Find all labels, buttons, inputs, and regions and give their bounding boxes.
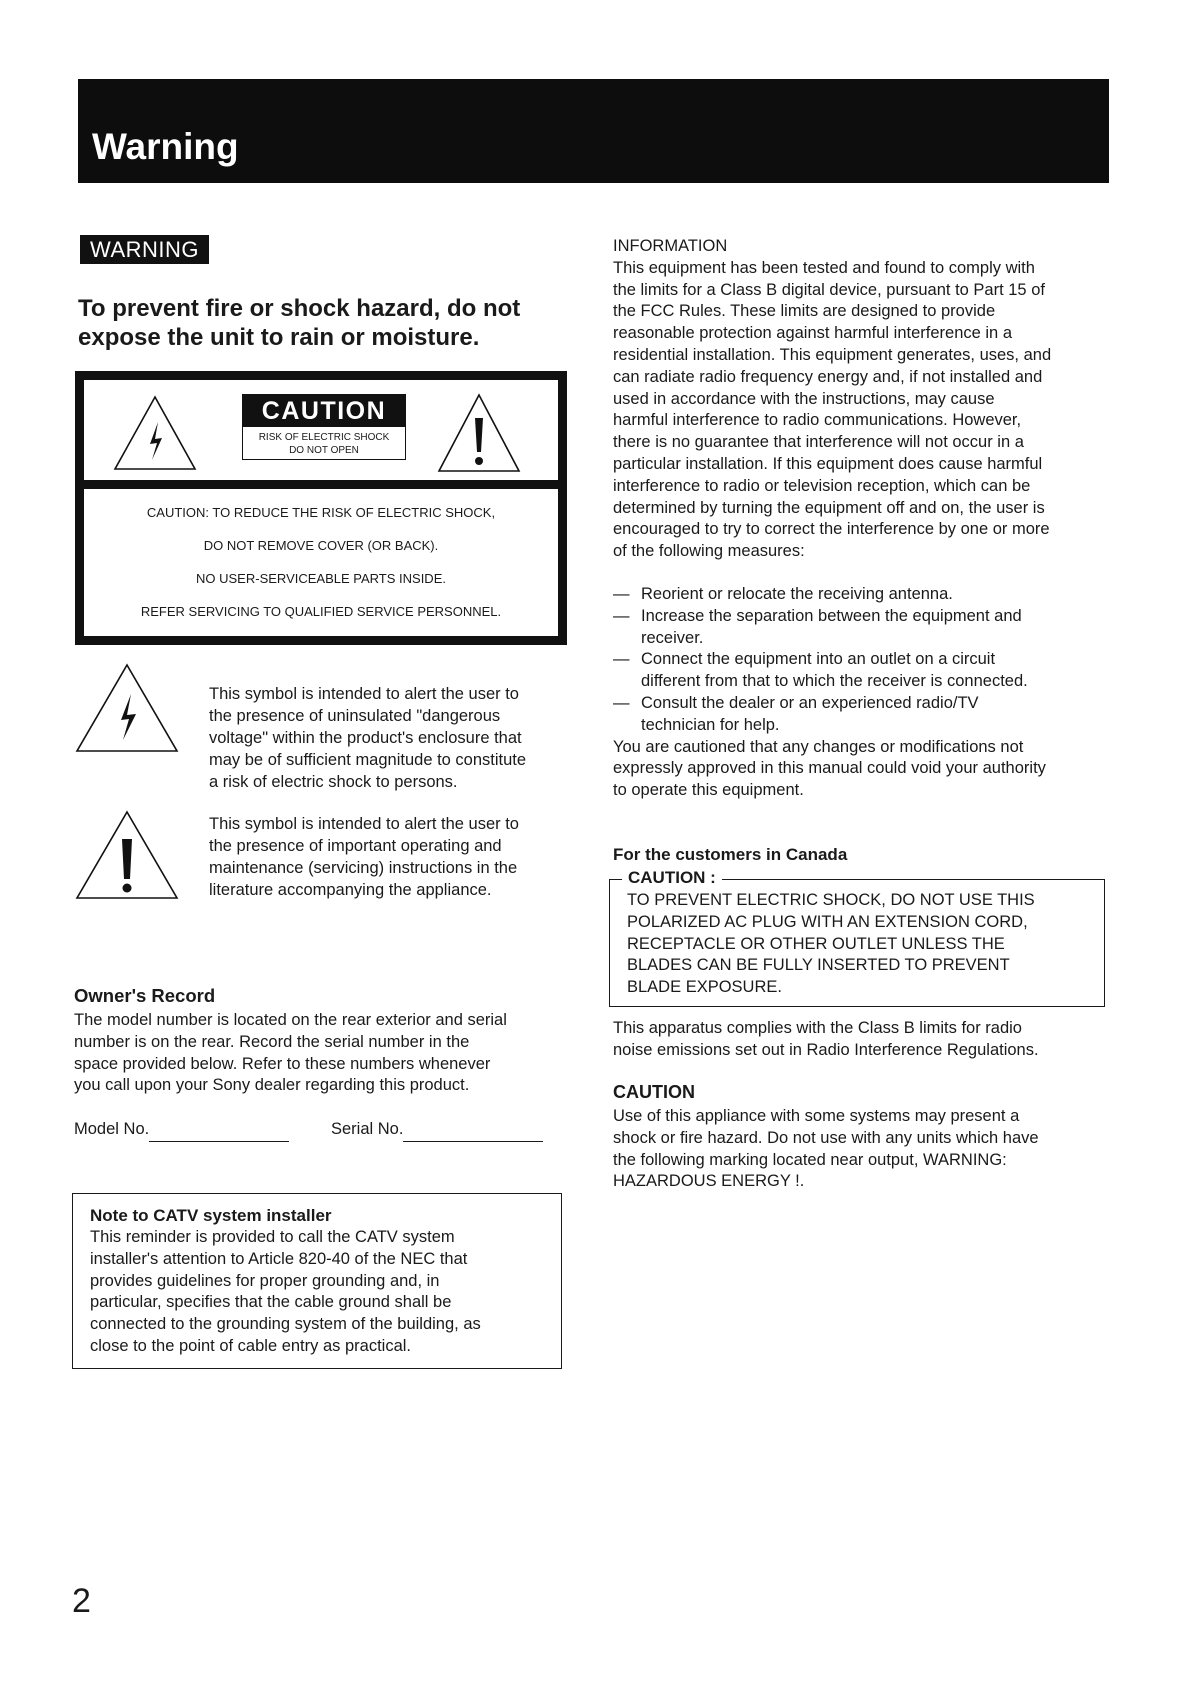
information-heading: INFORMATION bbox=[613, 237, 728, 255]
serial-number-line bbox=[403, 1119, 543, 1142]
owners-record-heading: Owner's Record bbox=[74, 985, 216, 1006]
canada-caution-box bbox=[609, 868, 1105, 1007]
caution-panel bbox=[75, 371, 567, 645]
lightning-warning-icon bbox=[74, 662, 180, 754]
fcc-information: INFORMATION This equipment has been tested and found to comply with the limits for a Class B digital device, pursuant to Part 15 of the FCC Rules. These limits are designed to provide reasonable protection against harmful interference in a residential installation. This equipment generates, uses, and can radiate radio frequency energy and, if not installed and used in accordance with the instructions, may cause harmful interference to radio communications. However, there is no guarantee that interference will not occur in a particular installation. If this equipment does cause harmful interference to radio or television reception, which can be determined by turning the equipment off and on, the user is encouraged to try to correct the interference by one or more of the following measures: bbox=[613, 236, 1113, 563]
measures-list: — Reorient or relocate the receiving antenna. — Increase the separation between the equipment and receiver. — Connect the equipment into an outlet on a circuit different from that to which the receiver is connected. — Consult the dealer or an experienced radio/TV technician for help. You are cautioned that any changes or modifications not expressly approved in this manual could void your authority to operate this equipment. bbox=[613, 584, 1113, 802]
owners-record-text: The model number is located on the rear exterior and serial number is on the rear. Record the serial number in the space provided below. Refer to these numbers whenever you call upon your Sony dealer regarding this product. bbox=[74, 1011, 507, 1095]
lightning-symbol-description: This symbol is intended to alert the user to the presence of uninsulated "dangerous voltage" within the product's enclosure that may be of sufficient magnitude to constitute a risk of electric shock to persons. bbox=[209, 685, 527, 791]
catv-heading: Note to CATV system installer bbox=[90, 1206, 332, 1225]
caution-text: CAUTION: TO REDUCE THE RISK OF ELECTRIC SHOCK, DO NOT REMOVE COVER (OR BACK). NO USER-SERVICEABLE PARTS INSIDE. REFER SERVICING TO QUALIFIED SERVICE PERSONNEL. bbox=[140, 505, 502, 619]
canada-caution-label: CAUTION : bbox=[622, 868, 722, 888]
caution-panel-top bbox=[84, 380, 558, 480]
lightning-warning-icon bbox=[112, 394, 198, 472]
model-number-line bbox=[149, 1119, 289, 1142]
header-banner bbox=[78, 79, 1109, 183]
canada-heading: For the customers in Canada bbox=[613, 845, 848, 864]
page-title: Warning bbox=[92, 126, 239, 167]
model-number-field: Model No. bbox=[74, 1119, 289, 1142]
list-item: — Consult the dealer or an experienced radio/TV technician for help. bbox=[613, 693, 979, 734]
list-item: — Increase the separation between the equipment and receiver. bbox=[613, 606, 1022, 647]
caution-text: Use of this appliance with some systems may present a shock or fire hazard. Do not use with any units which have the following marking located near output, WARNING: HAZARDOUS ENERGY !. bbox=[613, 1107, 1039, 1191]
caution-divider bbox=[84, 480, 558, 489]
exclamation-warning-icon bbox=[74, 809, 180, 901]
canada-caution-text: TO PREVENT ELECTRIC SHOCK, DO NOT USE THIS POLARIZED AC PLUG WITH AN EXTENSION CORD, RECEPTACLE OR OTHER OUTLET UNLESS THE BLADES CAN BE FULLY INSERTED TO PREVENT BLADE EXPOSURE. bbox=[627, 891, 1035, 997]
class-b-compliance: This apparatus complies with the Class B limits for radio noise emissions set out in Radio Interference Regulations. bbox=[613, 1019, 1039, 1059]
page-number: 2 bbox=[72, 1582, 91, 1620]
caution-heading: CAUTION bbox=[613, 1082, 695, 1102]
exclamation-symbol-description: This symbol is intended to alert the user to the presence of important operating and maintenance (servicing) instructions in the literature accompanying the appliance. bbox=[209, 815, 519, 899]
warning-label: WARNING bbox=[80, 235, 209, 264]
catv-text: This reminder is provided to call the CATV system installer's attention to Article 820-40 of the NEC that provides guidelines for proper grounding and, in particular, specifies that the cable ground shall be connected to the grounding system of the building, as close to the point of cable entry as practical. bbox=[90, 1228, 481, 1355]
list-item: — Reorient or relocate the receiving antenna. bbox=[613, 585, 953, 603]
list-item: — Connect the equipment into an outlet on a circuit different from that to which the receiver is connected. bbox=[613, 650, 1028, 691]
hazard-headline: To prevent fire or shock hazard, do not expose the unit to rain or moisture. bbox=[78, 295, 521, 351]
catv-note-box bbox=[72, 1193, 562, 1369]
exclamation-warning-icon bbox=[436, 392, 522, 474]
caution-badge: CAUTION RISK OF ELECTRIC SHOCK DO NOT OPEN bbox=[242, 394, 406, 460]
serial-number-field: Serial No. bbox=[331, 1119, 543, 1142]
